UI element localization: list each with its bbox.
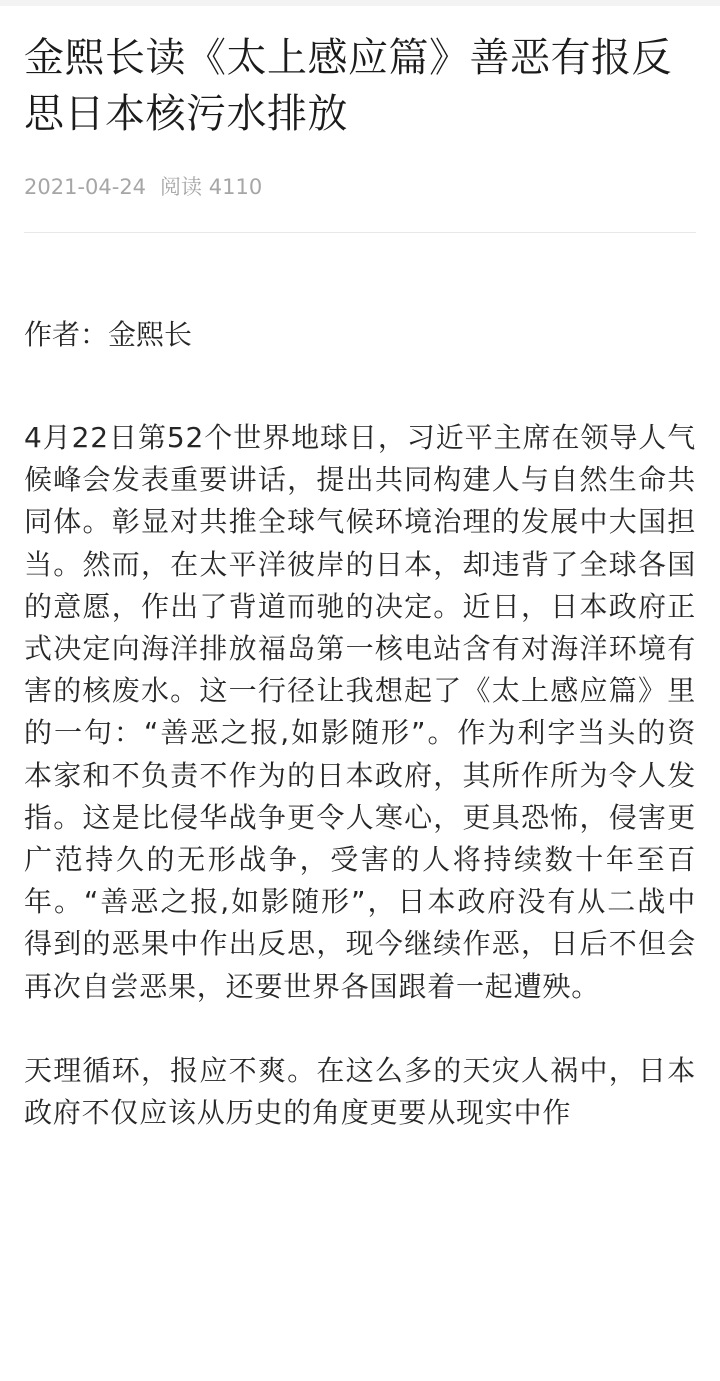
article-paragraph-2: 天理循环，报应不爽。在这么多的天灾人祸中，日本政府不仅应该从历史的角度更要从现实中作 [24,1053,696,1130]
header-divider [24,232,696,233]
article-meta [24,172,696,202]
article-author: 作者：金熙长 [24,318,193,351]
read-label: 阅读 [160,175,203,199]
publish-date: 2021-04-24 [24,175,147,199]
read-count: 4110 [208,175,263,199]
top-edge [0,0,720,6]
article-title: 金熙长读《太上感应篇》善恶有报反思日本核污水排放 [24,35,672,137]
read-info [160,172,262,202]
article-paragraph-1: 4月22日第52个世界地球日，习近平主席在领导人气候峰会发表重要讲话，提出共同构建人与自然生命共同体。彰显对共推全球气候环境治理的发展中大国担当。然而，在太平洋彼岸的日本，却违背了全球各国的意愿，作出了背道而驰的决定。近日，日本政府正式决定向海洋排放福岛第一核电站含有对海洋环境有害的核废水。这一行径让我想起了《太上感应篇》里的一句：“善恶之报,如影随形”。作为利字当头的资本家和不负责不作为的日本政府，其所作所为令人发指。这是比侵华战争更令人寒心，更具恐怖，侵害更广范持久的无形战争，受害的人将持续数十年至百年。“善恶之报,如影随形”，日本政府没有从二战中得到的恶果中作出反思，现今继续作恶，日后不但会再次自尝恶果，还要世界各国跟着一起遭殃。 [24,421,696,1003]
